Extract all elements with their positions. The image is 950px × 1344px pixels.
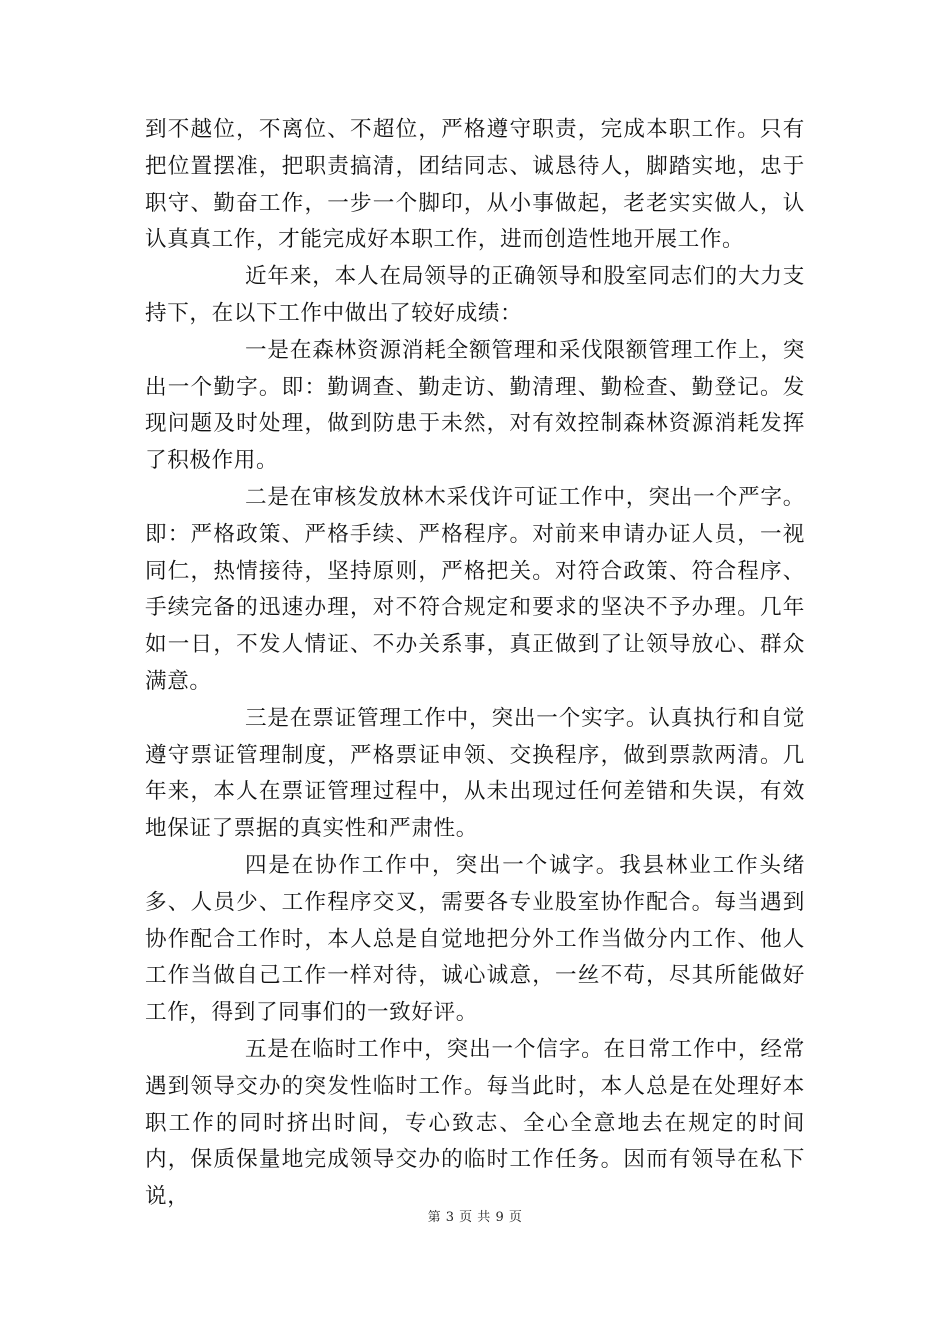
paragraph-intro: 近年来，本人在局领导的正确领导和股室同志们的大力支持下，在以下工作中做出了较好成绩： xyxy=(145,264,805,326)
paragraph-point-1: 一是在森林资源消耗全额管理和采伐限额管理工作上，突出一个勤字。即：勤调查、勤走访、勤清理、勤检查、勤登记。发现问题及时处理，做到防患于未然，对有效控制森林资源消耗发挥了积极作用。 xyxy=(145,337,805,474)
paragraph-point-3: 三是在票证管理工作中，突出一个实字。认真执行和自觉遵守票证管理制度，严格票证申领、交换程序，做到票款两清。几年来，本人在票证管理过程中，从未出现过任何差错和失误，有效地保证了票据的真实性和严肃性。 xyxy=(145,705,805,842)
paragraph-point-4: 四是在协作工作中，突出一个诚字。我县林业工作头绪多、人员少、工作程序交叉，需要各专业股室协作配合。每当遇到协作配合工作时，本人总是自觉地把分外工作当做分内工作、他人工作当做自己工作一样对待，诚心诚意，一丝不苟，尽其所能做好工作，得到了同事们的一致好评。 xyxy=(145,852,805,1026)
document-body xyxy=(145,112,805,1216)
paragraph-continuation: 到不越位，不离位、不超位，严格遵守职责，完成本职工作。只有把位置摆准，把职责搞清，团结同志、诚恳待人，脚踏实地，忠于职守、勤奋工作，一步一个脚印，从小事做起，老老实实做人，认认真真工作，才能完成好本职工作，进而创造性地开展工作。 xyxy=(145,117,805,253)
page-number-footer: 第 3 页 共 9 页 xyxy=(427,1210,523,1225)
paragraph-point-2: 二是在审核发放林木采伐许可证工作中，突出一个严字。即：严格政策、严格手续、严格程序。对前来申请办证人员，一视同仁，热情接待，坚持原则，严格把关。对符合政策、符合程序、手续完备的迅速办理，对不符合规定和要求的坚决不予办理。几年如一日，不发人情证、不办关系事，真正做到了让领导放心、群众满意。 xyxy=(145,484,805,694)
paragraph-point-5: 五是在临时工作中，突出一个信字。在日常工作中，经常遇到领导交办的突发性临时工作。每当此时，本人总是在处理好本职工作的同时挤出时间，专心致志、全心全意地去在规定的时间内，保质保量地完成领导交办的临时工作任务。因而有领导在私下说， xyxy=(145,1036,805,1210)
